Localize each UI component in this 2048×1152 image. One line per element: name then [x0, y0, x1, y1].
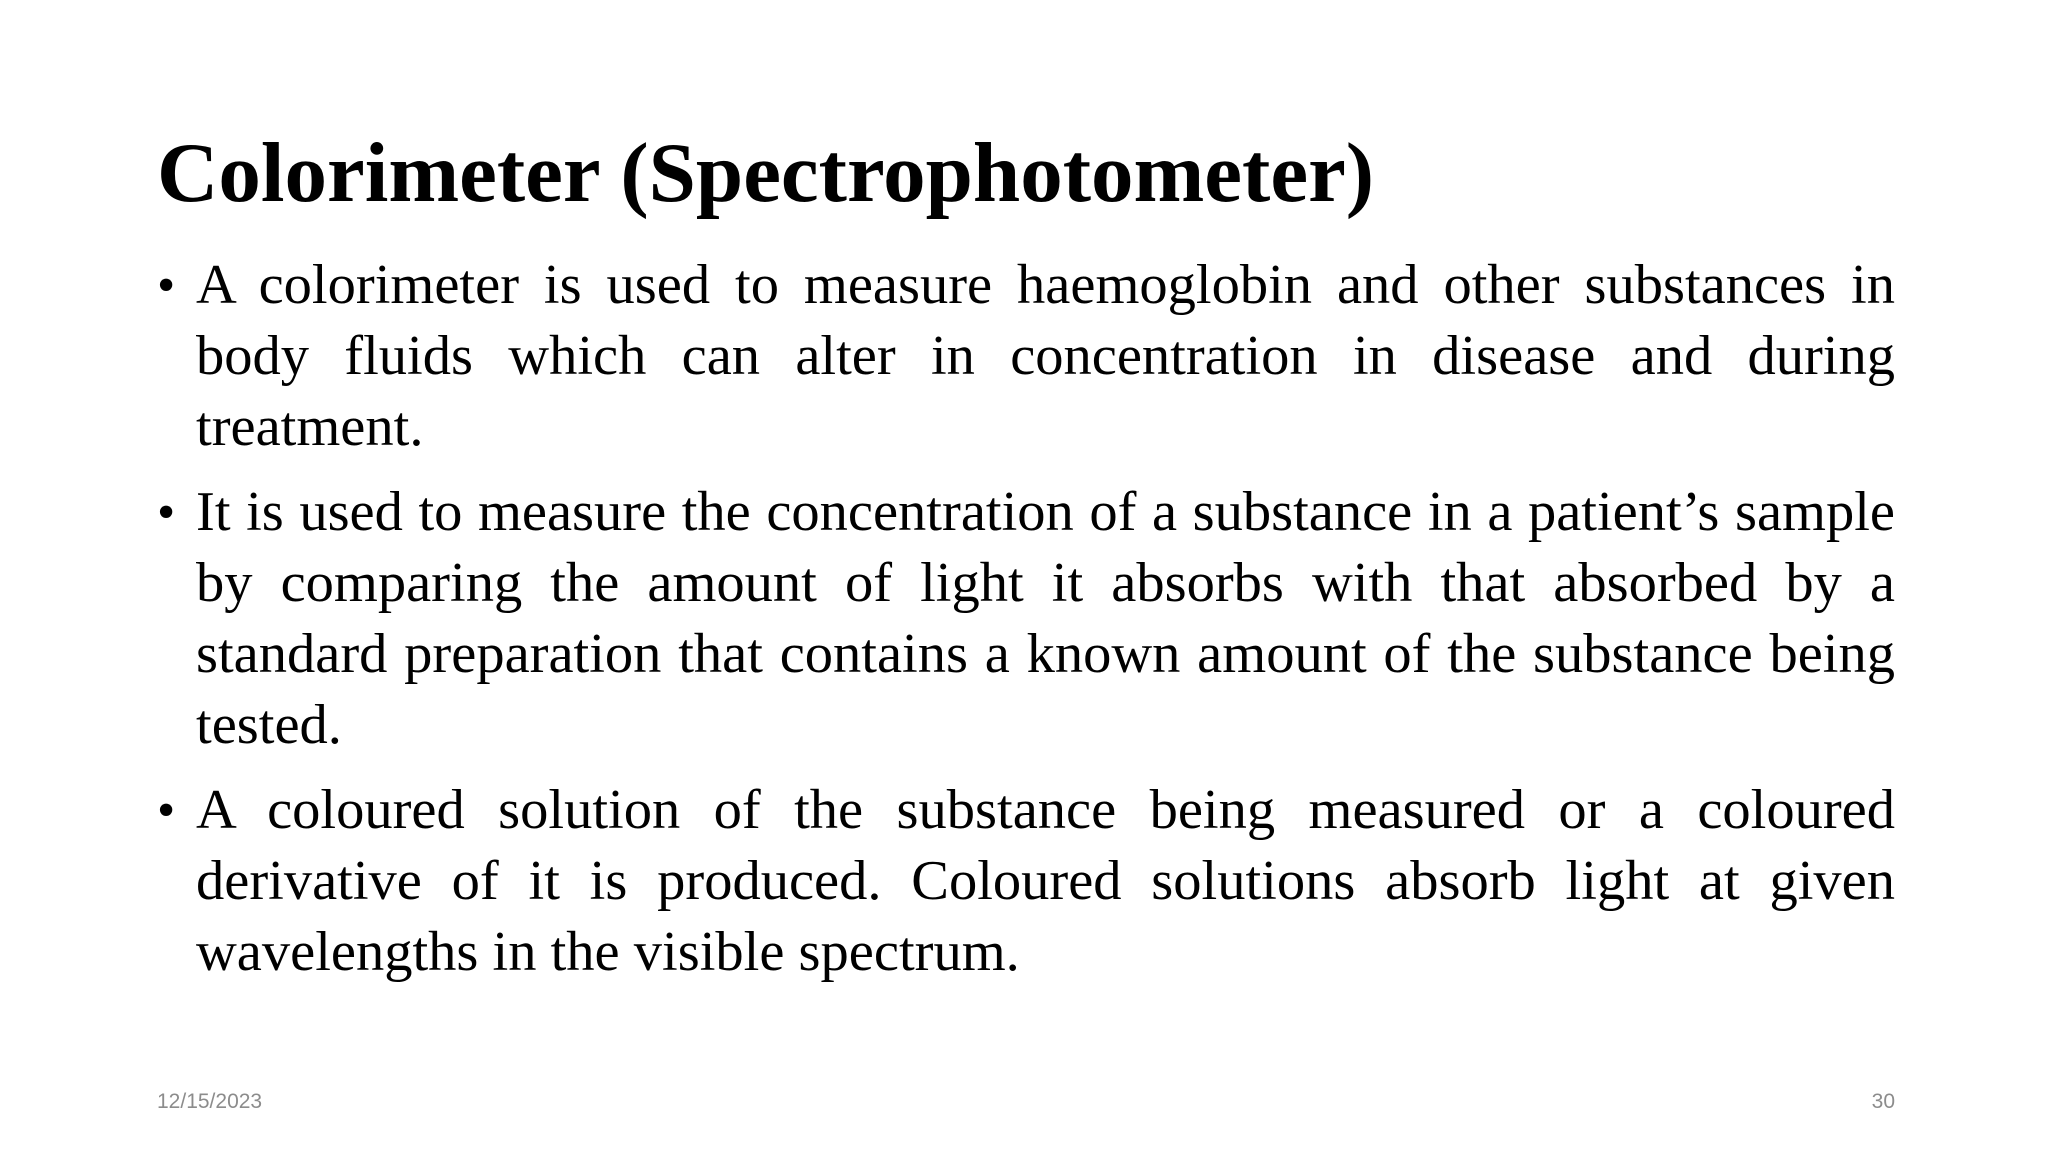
bullet-item — [157, 775, 1895, 988]
slide-title: Colorimeter (Spectrophotometer) — [157, 126, 1375, 220]
footer-date: 12/15/2023 — [157, 1090, 263, 1113]
bullet-text: It is used to measure the concentration of a substance in a patient’s sample by comparing the amount of light it absorbs with that absorbed by a standard preparation that contains a known amount of the substance being tested. — [196, 481, 1895, 756]
bullet-item — [157, 250, 1895, 463]
bullet-dot-icon: • — [157, 782, 176, 839]
bullet-dot-icon: • — [157, 257, 176, 314]
bullet-text: A coloured solution of the substance being measured or a coloured derivative of it is produced. Coloured solutions absorb light at given wavelengths in the visible spectrum. — [196, 779, 1895, 983]
bullet-dot-icon: • — [157, 484, 176, 541]
bullet-list — [157, 250, 1895, 1002]
bullet-item — [157, 477, 1895, 761]
bullet-text: A colorimeter is used to measure haemoglobin and other substances in body fluids which can alter in concentration in disease and during treatment. — [196, 254, 1895, 458]
page-number: 30 — [1871, 1090, 1895, 1113]
